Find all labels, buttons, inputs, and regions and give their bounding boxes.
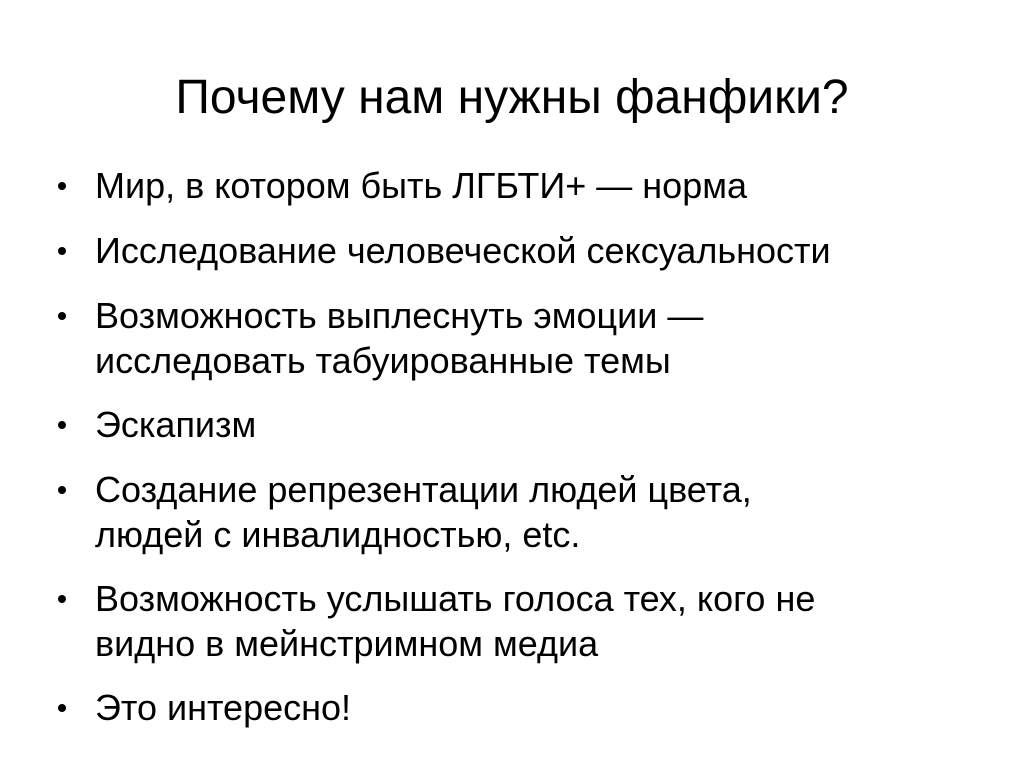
bullet-text [95,685,955,730]
bullet-text [95,402,955,447]
bullet-line: Возможность выплеснуть эмоции — [95,295,704,336]
bullet-text [95,467,955,557]
bullet-line: Возможность услышать голоса тех, кого не [95,578,816,619]
bullet-dot-icon [58,182,66,190]
bullet-line: Создание репрезентации людей цвета, [95,469,752,510]
bullet-line: Мир, в котором быть ЛГБТИ+ — норма [95,165,747,206]
bullet-dot-icon [58,312,66,320]
bullet-dot-icon [58,247,66,255]
bullet-line: Эскапизм [95,404,257,445]
bullet-text [95,293,955,383]
bullet-dot-icon [58,421,66,429]
bullet-line: Это интересно! [95,687,352,728]
bullet-line: людей с инвалидностью, etc. [95,514,581,555]
bullet-text [95,228,955,273]
bullet-dot-icon [58,704,66,712]
bullet-line: видно в мейнстримном медиа [95,623,599,664]
bullet-dot-icon [58,595,66,603]
slide-title: Почему нам нужны фанфики? [175,71,849,124]
bullet-line: исследовать табуированные темы [95,340,671,381]
bullet-text [95,576,955,666]
bullet-line: Исследование человеческой сексуальности [95,230,831,271]
bullet-dot-icon [58,486,66,494]
bullet-text [95,163,955,208]
